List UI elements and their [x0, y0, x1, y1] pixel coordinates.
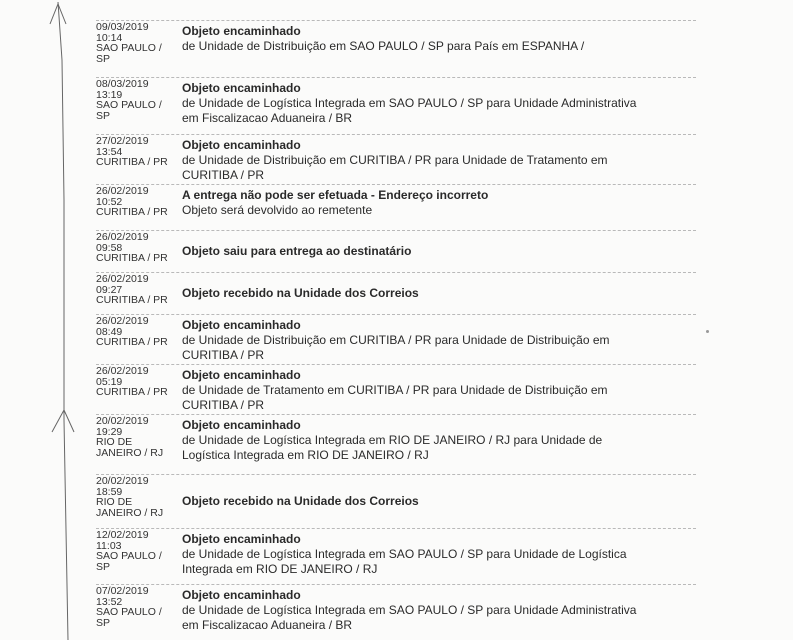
event-datetime-place — [96, 586, 178, 628]
event-place: SP — [96, 560, 111, 573]
event-title: Objeto encaminhado — [182, 588, 301, 602]
event-time: 13:19 — [96, 88, 123, 101]
event-place: CURITIBA / PR — [96, 206, 168, 218]
event-place: SAO PAULO / — [96, 99, 162, 111]
event-detail: CURITIBA / PR — [182, 348, 265, 362]
event-datetime-place — [96, 186, 178, 218]
event-datetime-place — [96, 136, 178, 168]
event-date: 26/02/2019 — [96, 185, 149, 197]
event-description — [182, 588, 702, 633]
tracking-event-row — [96, 20, 696, 77]
event-title: Objeto encaminhado — [182, 81, 301, 95]
event-datetime-place — [96, 232, 178, 264]
event-description — [182, 81, 702, 126]
event-place: CURITIBA / PR — [96, 386, 168, 398]
event-place: SAO PAULO / — [96, 606, 162, 618]
tracking-event-row — [96, 584, 696, 640]
event-time: 09:27 — [96, 283, 123, 296]
event-place: SAO PAULO / — [96, 42, 162, 54]
event-datetime-place — [96, 530, 178, 572]
tracking-event-row — [96, 528, 696, 584]
event-description — [182, 418, 702, 463]
event-time: 10:52 — [96, 195, 123, 208]
event-place: CURITIBA / PR — [96, 294, 168, 306]
event-place: SP — [96, 616, 111, 629]
event-place: JANEIRO / RJ — [96, 506, 164, 519]
event-title: A entrega não pode ser efetuada - Endereço incorreto — [182, 188, 489, 202]
event-detail: Logística Integrada em RIO DE JANEIRO / RJ — [182, 448, 429, 462]
scan-speck — [706, 330, 709, 333]
event-time: 11:03 — [96, 539, 122, 552]
tracking-event-row — [96, 474, 696, 528]
event-date: 26/02/2019 — [96, 315, 149, 327]
event-time: 10:14 — [96, 31, 123, 44]
event-title: Objeto saiu para entrega ao destinatário — [182, 244, 412, 258]
event-title: Objeto recebido na Unidade dos Correios — [182, 494, 419, 508]
tracking-event-row — [96, 184, 696, 230]
event-date: 27/02/2019 — [96, 135, 149, 147]
event-detail: de Unidade de Logística Integrada em SAO PAULO / SP para Unidade Administrativa — [182, 96, 637, 110]
event-detail: de Unidade de Distribuição em CURITIBA / PR para Unidade de Distribuição em — [182, 333, 610, 347]
event-description — [182, 368, 702, 413]
event-place: SP — [96, 52, 111, 65]
event-description — [182, 286, 702, 301]
event-detail: de Unidade de Distribuição em SAO PAULO / SP para País em ESPANHA / — [182, 39, 585, 53]
event-place: RIO DE — [96, 436, 133, 448]
event-time: 05:19 — [96, 375, 123, 388]
tracking-event-row — [96, 314, 696, 364]
event-datetime-place — [96, 274, 178, 306]
event-date: 08/03/2019 — [96, 78, 149, 90]
event-place: CURITIBA / PR — [96, 252, 168, 264]
event-datetime-place — [96, 366, 178, 398]
event-time: 13:52 — [96, 595, 123, 608]
event-title: Objeto encaminhado — [182, 418, 301, 432]
event-date: 07/02/2019 — [96, 585, 149, 597]
event-datetime-place — [96, 22, 178, 64]
event-detail: CURITIBA / PR — [182, 398, 265, 412]
tracking-event-row — [96, 414, 696, 474]
event-date: 26/02/2019 — [96, 231, 149, 243]
event-description — [182, 532, 702, 577]
event-detail: CURITIBA / PR — [182, 168, 265, 182]
event-date: 20/02/2019 — [96, 415, 149, 427]
event-datetime-place — [96, 316, 178, 348]
event-date: 09/03/2019 — [96, 21, 149, 33]
event-date: 26/02/2019 — [96, 273, 149, 285]
event-title: Objeto encaminhado — [182, 532, 301, 546]
event-time: 09:58 — [96, 241, 123, 254]
event-description — [182, 494, 702, 509]
event-datetime-place — [96, 476, 178, 518]
event-detail: em Fiscalizacao Aduaneira / BR — [182, 111, 353, 125]
event-detail: de Unidade de Distribuição em CURITIBA / PR para Unidade de Tratamento em — [182, 153, 608, 167]
event-time: 08:49 — [96, 325, 123, 338]
event-title: Objeto encaminhado — [182, 24, 301, 38]
event-title: Objeto encaminhado — [182, 318, 301, 332]
event-title: Objeto recebido na Unidade dos Correios — [182, 286, 419, 300]
event-time: 19:29 — [96, 425, 123, 438]
tracking-event-row — [96, 230, 696, 272]
event-place: JANEIRO / RJ — [96, 446, 164, 459]
event-place: CURITIBA / PR — [96, 156, 168, 168]
event-date: 26/02/2019 — [96, 365, 149, 377]
tracking-event-row — [96, 364, 696, 414]
event-time: 13:54 — [96, 145, 123, 158]
event-description — [182, 244, 702, 259]
event-title: Objeto encaminhado — [182, 368, 301, 382]
event-detail: de Unidade de Logística Integrada em SAO PAULO / SP para Unidade de Logística — [182, 547, 627, 561]
event-description — [182, 188, 702, 218]
tracking-event-row — [96, 272, 696, 314]
event-description — [182, 138, 702, 183]
event-title: Objeto encaminhado — [182, 138, 301, 152]
event-detail: em Fiscalizacao Aduaneira / BR — [182, 618, 353, 632]
event-place: RIO DE — [96, 496, 133, 508]
event-description — [182, 24, 702, 54]
event-place: CURITIBA / PR — [96, 336, 168, 348]
event-detail: de Unidade de Logística Integrada em RIO DE JANEIRO / RJ para Unidade de — [182, 433, 603, 447]
event-place: SP — [96, 109, 111, 122]
event-detail: de Unidade de Tratamento em CURITIBA / PR para Unidade de Distribuição em — [182, 383, 608, 397]
event-description — [182, 318, 702, 363]
event-datetime-place — [96, 79, 178, 121]
event-date: 20/02/2019 — [96, 475, 149, 487]
event-place: SAO PAULO / — [96, 550, 162, 562]
event-date: 12/02/2019 — [96, 529, 149, 541]
event-detail: Integrada em RIO DE JANEIRO / RJ — [182, 562, 378, 576]
event-datetime-place — [96, 416, 178, 458]
tracking-event-row — [96, 77, 696, 134]
event-detail: Objeto será devolvido ao remetente — [182, 203, 373, 217]
event-detail: de Unidade de Logística Integrada em SAO PAULO / SP para Unidade Administrativa — [182, 603, 637, 617]
tracking-event-row — [96, 134, 696, 184]
event-time: 18:59 — [96, 485, 123, 498]
